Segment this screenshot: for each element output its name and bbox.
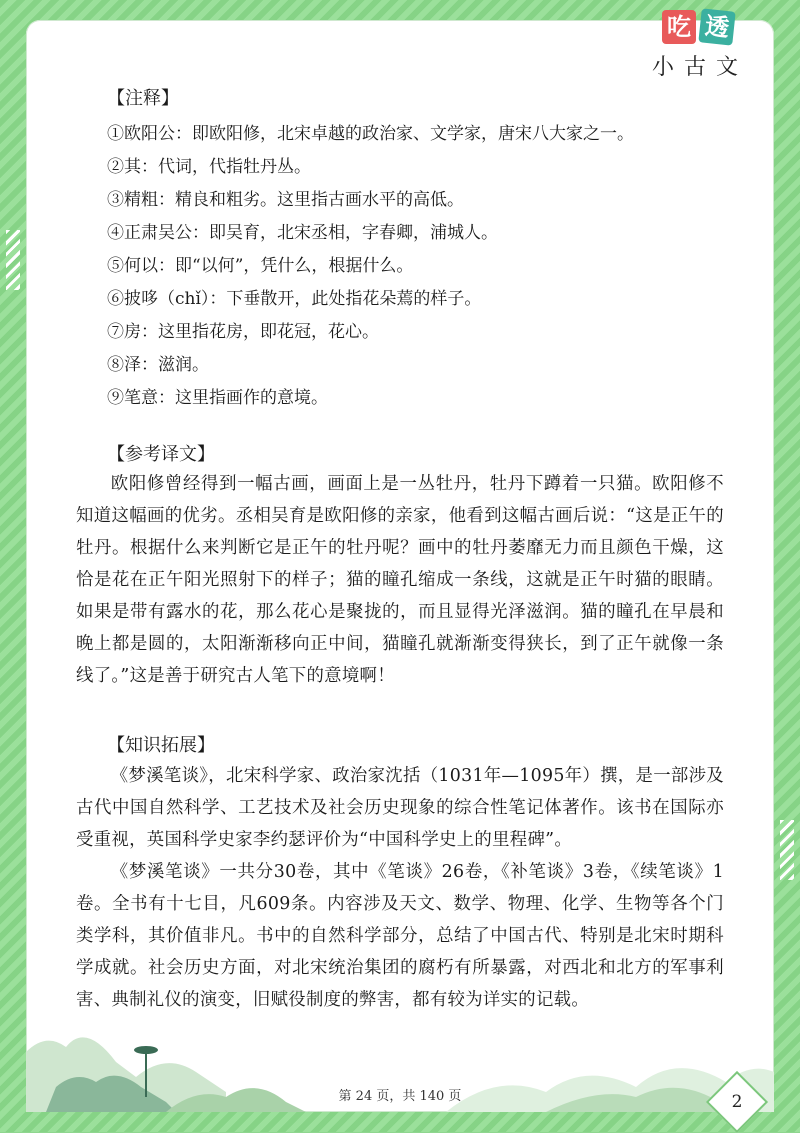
annotation-item: ②其：代词，代指牡丹丛。: [107, 157, 311, 177]
translation-title: 【参考译文】: [107, 444, 215, 465]
logo-char-1: 吃: [662, 10, 696, 44]
border-hatch-decoration: [780, 820, 794, 880]
translation-paragraph: 欧阳修曾经得到一幅古画，画面上是一丛牡丹，牡丹下蹲着一只猫。欧阳修不知道这幅画的优劣。丞相吴育是欧阳修的亲家，他看到这幅古画后说：“这是正午的牡丹。根据什么来判断它是正午的牡丹呢？画中的牡丹萎靡无力而且颜色干燥，这恰是花在正午阳光照射下的样子；猫的瞳孔缩成一条线，这就是正午时猫的眼睛。如果是带有露水的花，那么花心是聚拢的，而且显得光泽滋润。猫的瞳孔在早晨和晚上都是圆的，太阳渐渐移向正中间，猫瞳孔就渐渐变得狭长，到了正午就像一条线了。”这是善于研究古人笔下的意境啊！: [76, 474, 724, 686]
logo-char-2: 透: [698, 8, 735, 45]
extension-paragraph-1: 《梦溪笔谈》，北宋科学家、政治家沈括（1031年—1095年）撰，是一部涉及古代中国自然科学、工艺技术及社会历史现象的综合性笔记体著作。该书在国际亦受重视，英国科学史家李约瑟评价为“中国科学史上的里程碑”。: [76, 766, 724, 850]
page-number: 2: [731, 1092, 743, 1112]
annotations-title: 【注释】: [107, 88, 179, 109]
annotation-item: ⑥披哆（chǐ）：下垂散开，此处指花朵蔫的样子。: [107, 289, 482, 309]
annotation-item: ⑧泽：滋润。: [107, 355, 209, 375]
page-info: 第 24 页，共 140 页: [338, 1089, 462, 1104]
annotation-item: ①欧阳公：即欧阳修，北宋卓越的政治家、文学家，唐宋八大家之一。: [107, 124, 634, 144]
annotation-item: ⑨笔意：这里指画作的意境。: [107, 388, 328, 408]
border-hatch-decoration: [6, 230, 20, 290]
annotation-item: ④正肃吴公：即吴育，北宋丞相，字春卿，浦城人。: [107, 223, 498, 243]
extension-title: 【知识拓展】: [107, 735, 215, 756]
annotation-item: ⑦房：这里指花房，即花冠，花心。: [107, 322, 379, 342]
logo-subtitle: 小古文: [652, 55, 749, 80]
annotation-item: ⑤何以：即“以何”，凭什么，根据什么。: [107, 256, 414, 276]
annotation-item: ③精粗：精良和粗劣。这里指古画水平的高低。: [107, 190, 464, 210]
brand-logo: [630, 6, 780, 84]
extension-paragraph-2: 《梦溪笔谈》一共分30卷，其中《笔谈》26卷，《补笔谈》3卷，《续笔谈》1卷。全书有十七目，凡609条。内容涉及天文、数学、物理、化学、生物等各个门类学科，其价值非凡。书中的自然科学部分，总结了中国古代、特别是北宋时期科学成就。社会历史方面，对北宋统治集团的腐朽有所暴露，对西北和北方的军事利害、典制礼仪的演变，旧赋役制度的弊害，都有较为详实的记载。: [76, 862, 724, 1010]
